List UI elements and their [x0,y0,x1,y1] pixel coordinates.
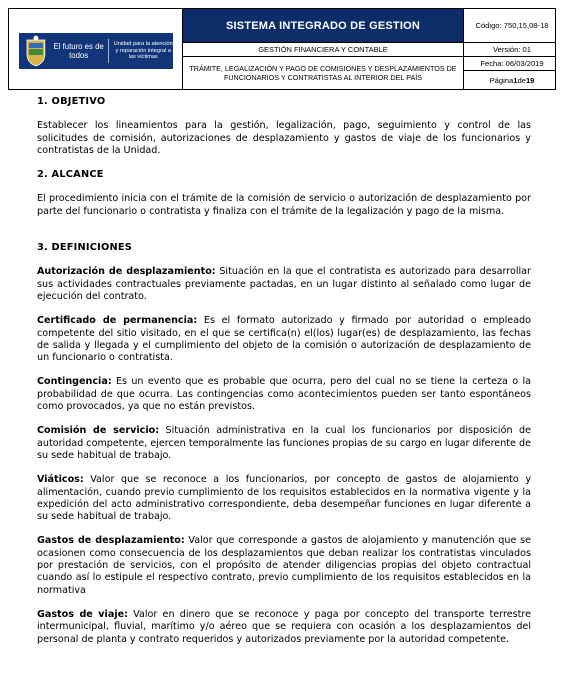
procedure-title: TRÁMITE, LEGALIZACIÓN Y PAGO DE COMISIONES Y DESPLAZAMIENTOS DE FUNCIONARIOS Y CONTRATISTAS AL INTERIOR DEL PAÍS [189,64,457,82]
definition-text: Valor que corresponde a gastos de alojamiento y manutención que se ocasionen como consecuencia de los desplazamientos que deban realizar los contratistas vinculados por prestación de servicios, con el propósito de atender diligencias propias del objeto contractual cuando así lo estipule el respectivo contrato, previo cumplimiento de los requisitos establecidos en la normativa [37,535,531,596]
logo-entity-name: Unidad para la atención y reparación integral a las víctimas [113,41,173,61]
definition-item [37,535,531,596]
section-heading-objective: 1. OBJETIVO [37,96,106,107]
definition-text: Valor que se reconoce a los funcionarios, por concepto de gastos de alojamiento y alimentación, cuando previo cumplimiento de los requisitos establecidos en la normativa vigente y la expedición del acto administrativo correspondiente, deba desempeñar funciones en lugar diferente a su sede habitual de trabajo. [37,474,531,523]
objective-text: Establecer los lineamientos para la gestión, legalización, pago, seguimiento y control de las solicitudes de comisión, autorizaciones de desplazamiento y gastos de viaje de los funcionarios y contratistas de la Unidad. [37,120,531,156]
page-mid: de [517,75,526,85]
document-version: Versión: 01 [463,43,556,57]
definition-item [37,376,531,413]
definition-item [37,474,531,523]
definition-term: Certificado de permanencia: [37,315,198,327]
definition-item [37,266,531,303]
page-prefix: Página [489,75,514,85]
definition-item [37,315,531,364]
system-title: SISTEMA INTEGRADO DE GESTION [183,9,463,43]
definition-item [37,609,531,646]
definition-text: Valor en dinero que se reconoce y paga por concepto del transporte terrestre intermunicipal, fluvial, marítimo y/o aéreo que se requiera con ocasión a los desplazamientos del personal de planta y contrato requeridos y autorizados previamente por la autoridad competente. [37,608,531,645]
definition-term: Autorización de desplazamiento: [37,266,216,278]
logo-slogan: El futuro es de todos [53,42,104,60]
document-date: Fecha: 06/03/2019 [463,57,556,71]
logo-cell [9,9,183,89]
document-body [37,96,531,646]
page-total: 19 [525,75,535,85]
definition-item [37,425,531,462]
section-heading-scope: 2. ALCANCE [37,169,104,181]
institution-logo [19,33,173,69]
coat-of-arms-icon [23,34,49,68]
definition-text: Es un evento que es probable que ocurra, pero del cual no se tiene la certeza o la probabilidad de que ocurra. Las contingencias como acontecimientos pueden ser tanto espontáneos como provocados, ya que no están previstos. [37,376,531,413]
page-current: 1 [513,75,518,85]
document-header-table [8,8,556,90]
definition-text: Es el formato autorizado y firmado por autoridad o empleado competente del sitio visitado, en el que se certifica(n) el(los) lugar(es) de desplazamiento, las fechas de salida y llegada y el cumplimiento del objeto de la comisión o autorización de desplazamiento de un funcionario o contratista. [37,315,531,364]
section-heading-definitions: 3. DEFINICIONES [37,242,133,254]
logo-divider [108,39,109,63]
scope-text: El procedimiento inicia con el trámite de la comisión de servicio o autorización de desplazamiento por parte del funcionario o contratista y finaliza con el trámite de la legalización y pago de la misma. [37,193,531,217]
definition-term: Comisión de servicio: [37,425,160,437]
definition-term: Gastos de desplazamiento: [37,535,185,547]
department-name: GESTIÓN FINANCIERA Y CONTABLE [183,43,463,57]
definition-term: Contingencia: [37,376,112,388]
definition-text: Situación en la que el contratista es autorizado para desarrollar sus actividades contractuales previamente pactadas, en un lugar distinto al señalado como lugar de ejecución del contrato. [37,266,532,302]
definition-term: Gastos de viaje: [37,608,128,620]
document-code: Código: 750,15,08-18 [463,9,556,43]
definition-text: Situación administrativa en la cual los funcionarios por disposición de autoridad competente, ejercen temporalmente las funciones propias de su cargo en lugar diferente de su sede habitual de trabajo. [37,425,531,461]
page-number [463,71,556,89]
definition-term: Viáticos: [37,474,84,486]
